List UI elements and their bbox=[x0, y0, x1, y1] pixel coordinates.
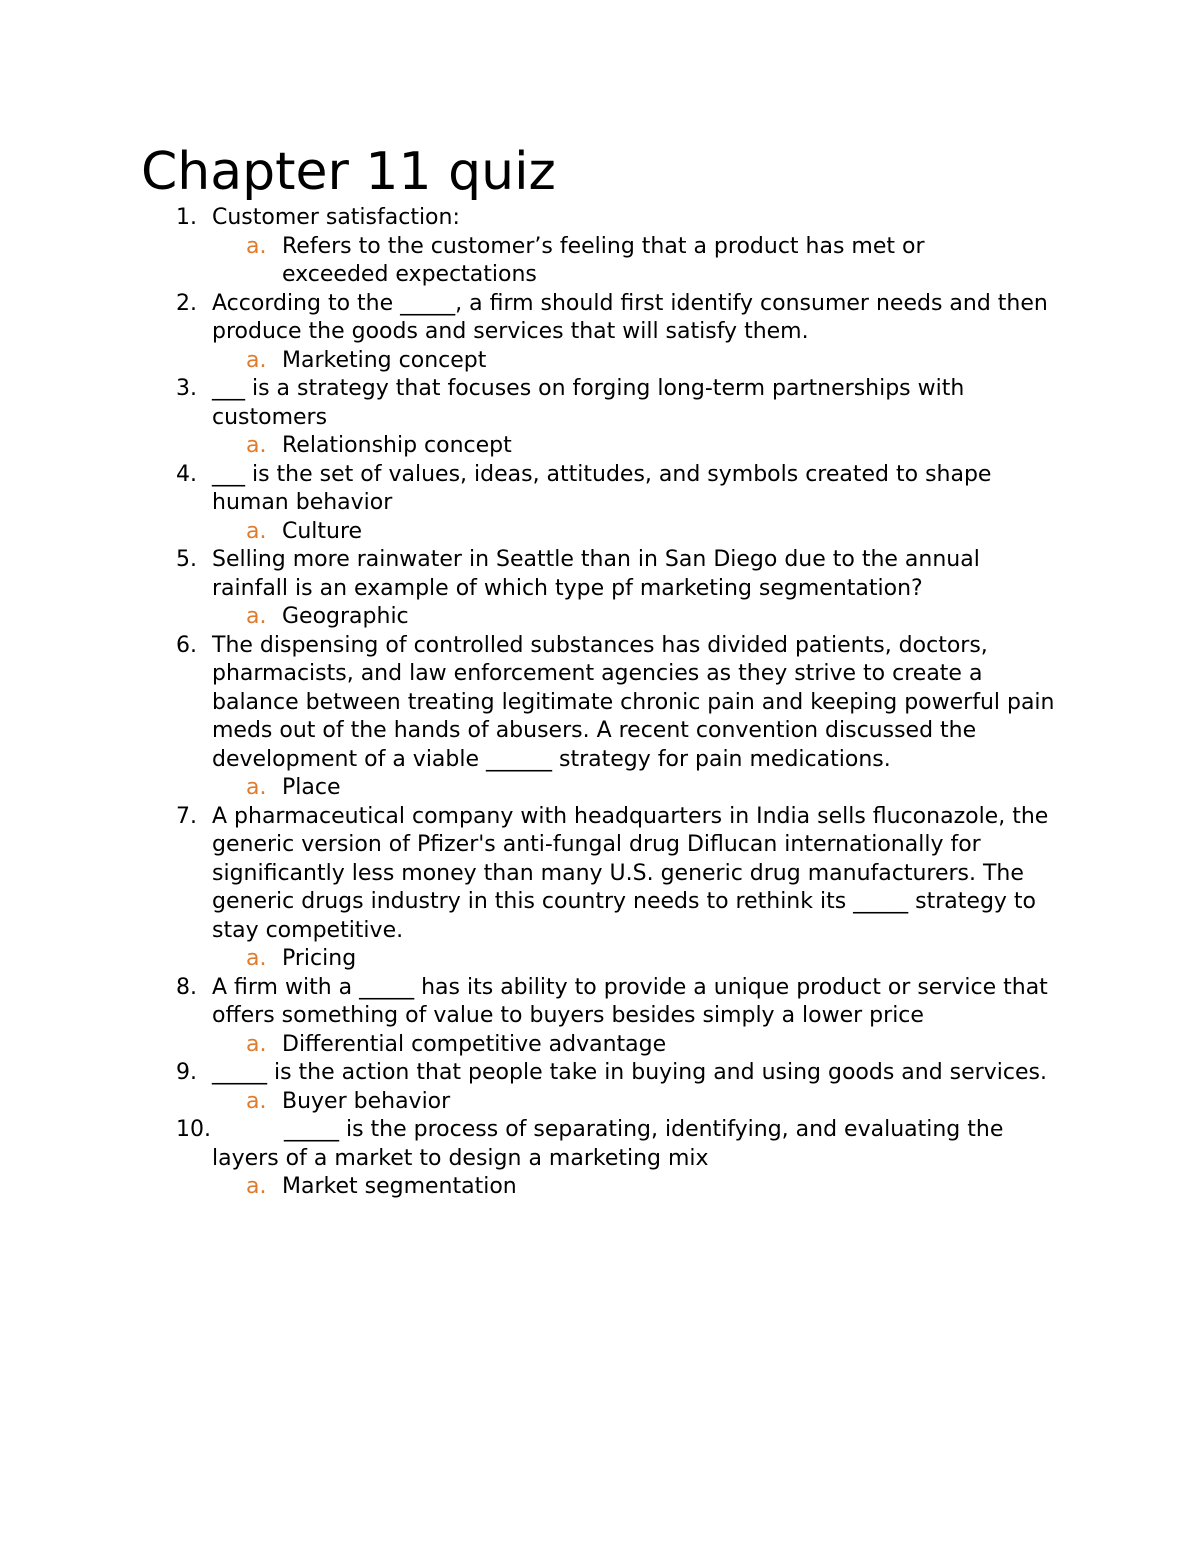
answer-item bbox=[0, 603, 1022, 632]
answer-letter: a. bbox=[246, 1174, 267, 1199]
question-item bbox=[0, 1059, 1060, 1088]
answer-text: Relationship concept bbox=[282, 433, 512, 458]
answer-letter: a. bbox=[246, 775, 267, 800]
answer-item bbox=[0, 347, 1022, 376]
question-number: 3. bbox=[176, 376, 197, 401]
answer-item bbox=[0, 945, 1022, 974]
answer-text: Differential competitive advantage bbox=[282, 1031, 667, 1057]
question-text: According to the _____, a firm should first identify consumer needs and then produce the goods and services that will satisfy them. bbox=[212, 290, 1048, 344]
question-text: _____ is the process of separating, identifying, and evaluating the layers of a market to design a marketing mix bbox=[212, 1117, 1004, 1171]
answer-item bbox=[0, 1173, 1022, 1202]
question-number: 10. bbox=[176, 1117, 211, 1142]
question-number: 7. bbox=[176, 803, 197, 829]
answer-text: Culture bbox=[282, 518, 363, 544]
question-item bbox=[0, 803, 1060, 946]
question-number: 2. bbox=[176, 290, 197, 316]
question-text: ___ is a strategy that focuses on forging long-term partnerships with customers bbox=[212, 376, 965, 430]
question-item bbox=[0, 546, 1060, 603]
answer-item bbox=[0, 518, 1022, 547]
answer-letter: a. bbox=[246, 604, 267, 629]
question-text: ___ is the set of values, ideas, attitudes, and symbols created to shape human behavior bbox=[212, 461, 992, 515]
answer-text: Geographic bbox=[282, 604, 409, 629]
answer-letter: a. bbox=[246, 347, 267, 373]
answer-text: Market segmentation bbox=[282, 1174, 517, 1199]
question-number: 1. bbox=[176, 205, 197, 230]
answer-item bbox=[0, 233, 1022, 290]
question-number: 8. bbox=[176, 974, 197, 1000]
answer-item bbox=[0, 1088, 1022, 1117]
question-number: 9. bbox=[176, 1060, 197, 1085]
question-text: The dispensing of controlled substances has divided patients, doctors, pharmacists, and law enforcement agencies as they strive to create a balance between treating legitimate chronic pain and keeping powerful pain meds out of the hands of abusers. A recent convention discussed the development of a viable ______ strategy for pain medications. bbox=[212, 632, 1055, 772]
page-title: Chapter 11 quiz bbox=[141, 142, 556, 202]
answer-text: Refers to the customer’s feeling that a product has met or exceeded expectations bbox=[282, 233, 925, 287]
question-text: A pharmaceutical company with headquarters in India sells fluconazole, the generic version of Pfizer's anti-fungal drug Diflucan internationally for significantly less money than many U.S. generic drug manufacturers. The generic drugs industry in this country needs to rethink its _____ strategy to stay competitive. bbox=[212, 803, 1049, 943]
question-item bbox=[0, 204, 1060, 233]
question-item bbox=[0, 632, 1060, 775]
question-number: 6. bbox=[176, 632, 197, 658]
question-item bbox=[0, 461, 1060, 518]
question-text: Selling more rainwater in Seattle than in San Diego due to the annual rainfall is an example of which type pf marketing segmentation? bbox=[212, 547, 980, 601]
question-item bbox=[0, 974, 1060, 1031]
answer-text: Buyer behavior bbox=[282, 1088, 451, 1114]
question-item bbox=[0, 375, 1060, 432]
answer-text: Place bbox=[282, 775, 341, 800]
answer-letter: a. bbox=[246, 433, 267, 458]
answer-item bbox=[0, 774, 1022, 803]
question-list bbox=[0, 204, 1200, 1202]
answer-item bbox=[0, 1031, 1022, 1060]
answer-item bbox=[0, 432, 1022, 461]
answer-letter: a. bbox=[246, 1031, 267, 1057]
question-item bbox=[0, 290, 1060, 347]
question-text: A firm with a _____ has its ability to provide a unique product or service that offers something of value to buyers besides simply a lower price bbox=[212, 974, 1048, 1028]
question-number: 4. bbox=[176, 461, 197, 487]
question-text: _____ is the action that people take in buying and using goods and services. bbox=[212, 1060, 1047, 1085]
answer-text: Marketing concept bbox=[282, 347, 487, 373]
answer-letter: a. bbox=[246, 518, 267, 544]
answer-text: Pricing bbox=[282, 946, 357, 971]
answer-letter: a. bbox=[246, 233, 267, 259]
answer-letter: a. bbox=[246, 946, 267, 971]
answer-letter: a. bbox=[246, 1088, 267, 1114]
question-number: 5. bbox=[176, 547, 197, 572]
question-item bbox=[0, 1116, 1060, 1173]
question-text: Customer satisfaction: bbox=[212, 205, 460, 230]
